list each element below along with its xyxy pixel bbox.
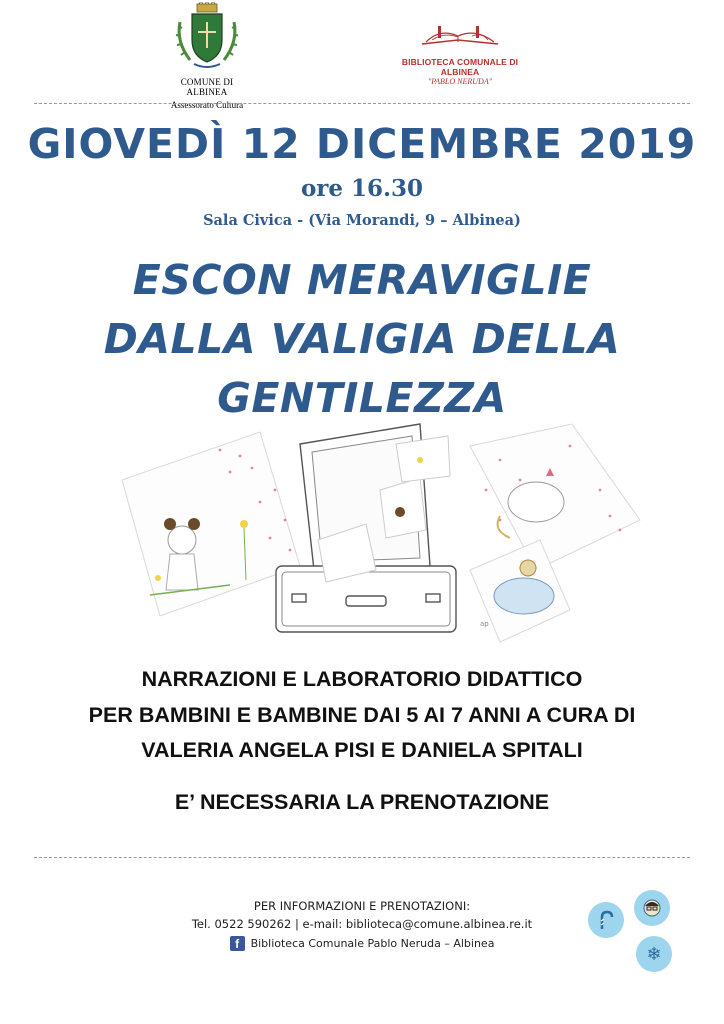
description-line-3: VALERIA ANGELA PISI E DANIELA SPITALI	[141, 738, 583, 762]
left-drawing-card	[122, 432, 300, 616]
suitcase-illustration	[100, 420, 660, 660]
svg-text:ap: ap	[480, 620, 489, 628]
booking-notice: E’ NECESSARIA LA PRENOTAZIONE	[174, 790, 550, 814]
top-divider	[34, 103, 690, 104]
description-line-2: PER BAMBINI E BAMBINE DAI 5 AI 7 ANNI A CURA DI	[88, 703, 636, 727]
snowflake-icon: ❄	[636, 936, 672, 972]
municipality-name: COMUNE DI ALBINEA	[180, 77, 234, 97]
contact-line[interactable]: Tel. 0522 590262 | e-mail: biblioteca@comune.albinea.re.it	[191, 917, 533, 931]
event-title-line-2: DALLA VALIGIA DELLA	[103, 315, 621, 363]
library-book-icon	[418, 22, 502, 50]
description-line-1: NARRAZIONI E LABORATORIO DIDATTICO	[141, 667, 583, 691]
facebook-row[interactable]	[0, 936, 724, 951]
event-title-line-3: GENTILEZZA	[217, 374, 507, 422]
library-logo	[384, 22, 536, 86]
library-name: BIBLIOTECA COMUNALE DI ALBINEA	[401, 57, 519, 77]
bottom-divider	[34, 857, 690, 858]
event-time: ore 16.30	[300, 175, 424, 202]
reader-face-icon	[634, 890, 670, 926]
facebook-icon: f	[230, 936, 245, 951]
right-drawing-card	[470, 424, 640, 642]
event-venue: Sala Civica - (Via Morandi, 9 – Albinea)	[203, 212, 521, 229]
facebook-page-name: Biblioteca Comunale Pablo Neruda – Albinea	[250, 937, 495, 950]
coat-of-arms-icon	[172, 2, 242, 70]
comune-logo	[162, 2, 252, 110]
event-date: GIOVEDÌ 12 DICEMBRE 2019	[27, 120, 697, 168]
candy-cane-icon	[588, 902, 624, 938]
library-subtitle: "PABLO NERUDA"	[427, 77, 493, 86]
office-name: Assessorato Cultura	[170, 100, 244, 110]
info-heading: PER INFORMAZIONI E PRENOTAZIONI:	[253, 899, 471, 913]
event-title-line-1: ESCON MERAVIGLIE	[132, 256, 592, 304]
